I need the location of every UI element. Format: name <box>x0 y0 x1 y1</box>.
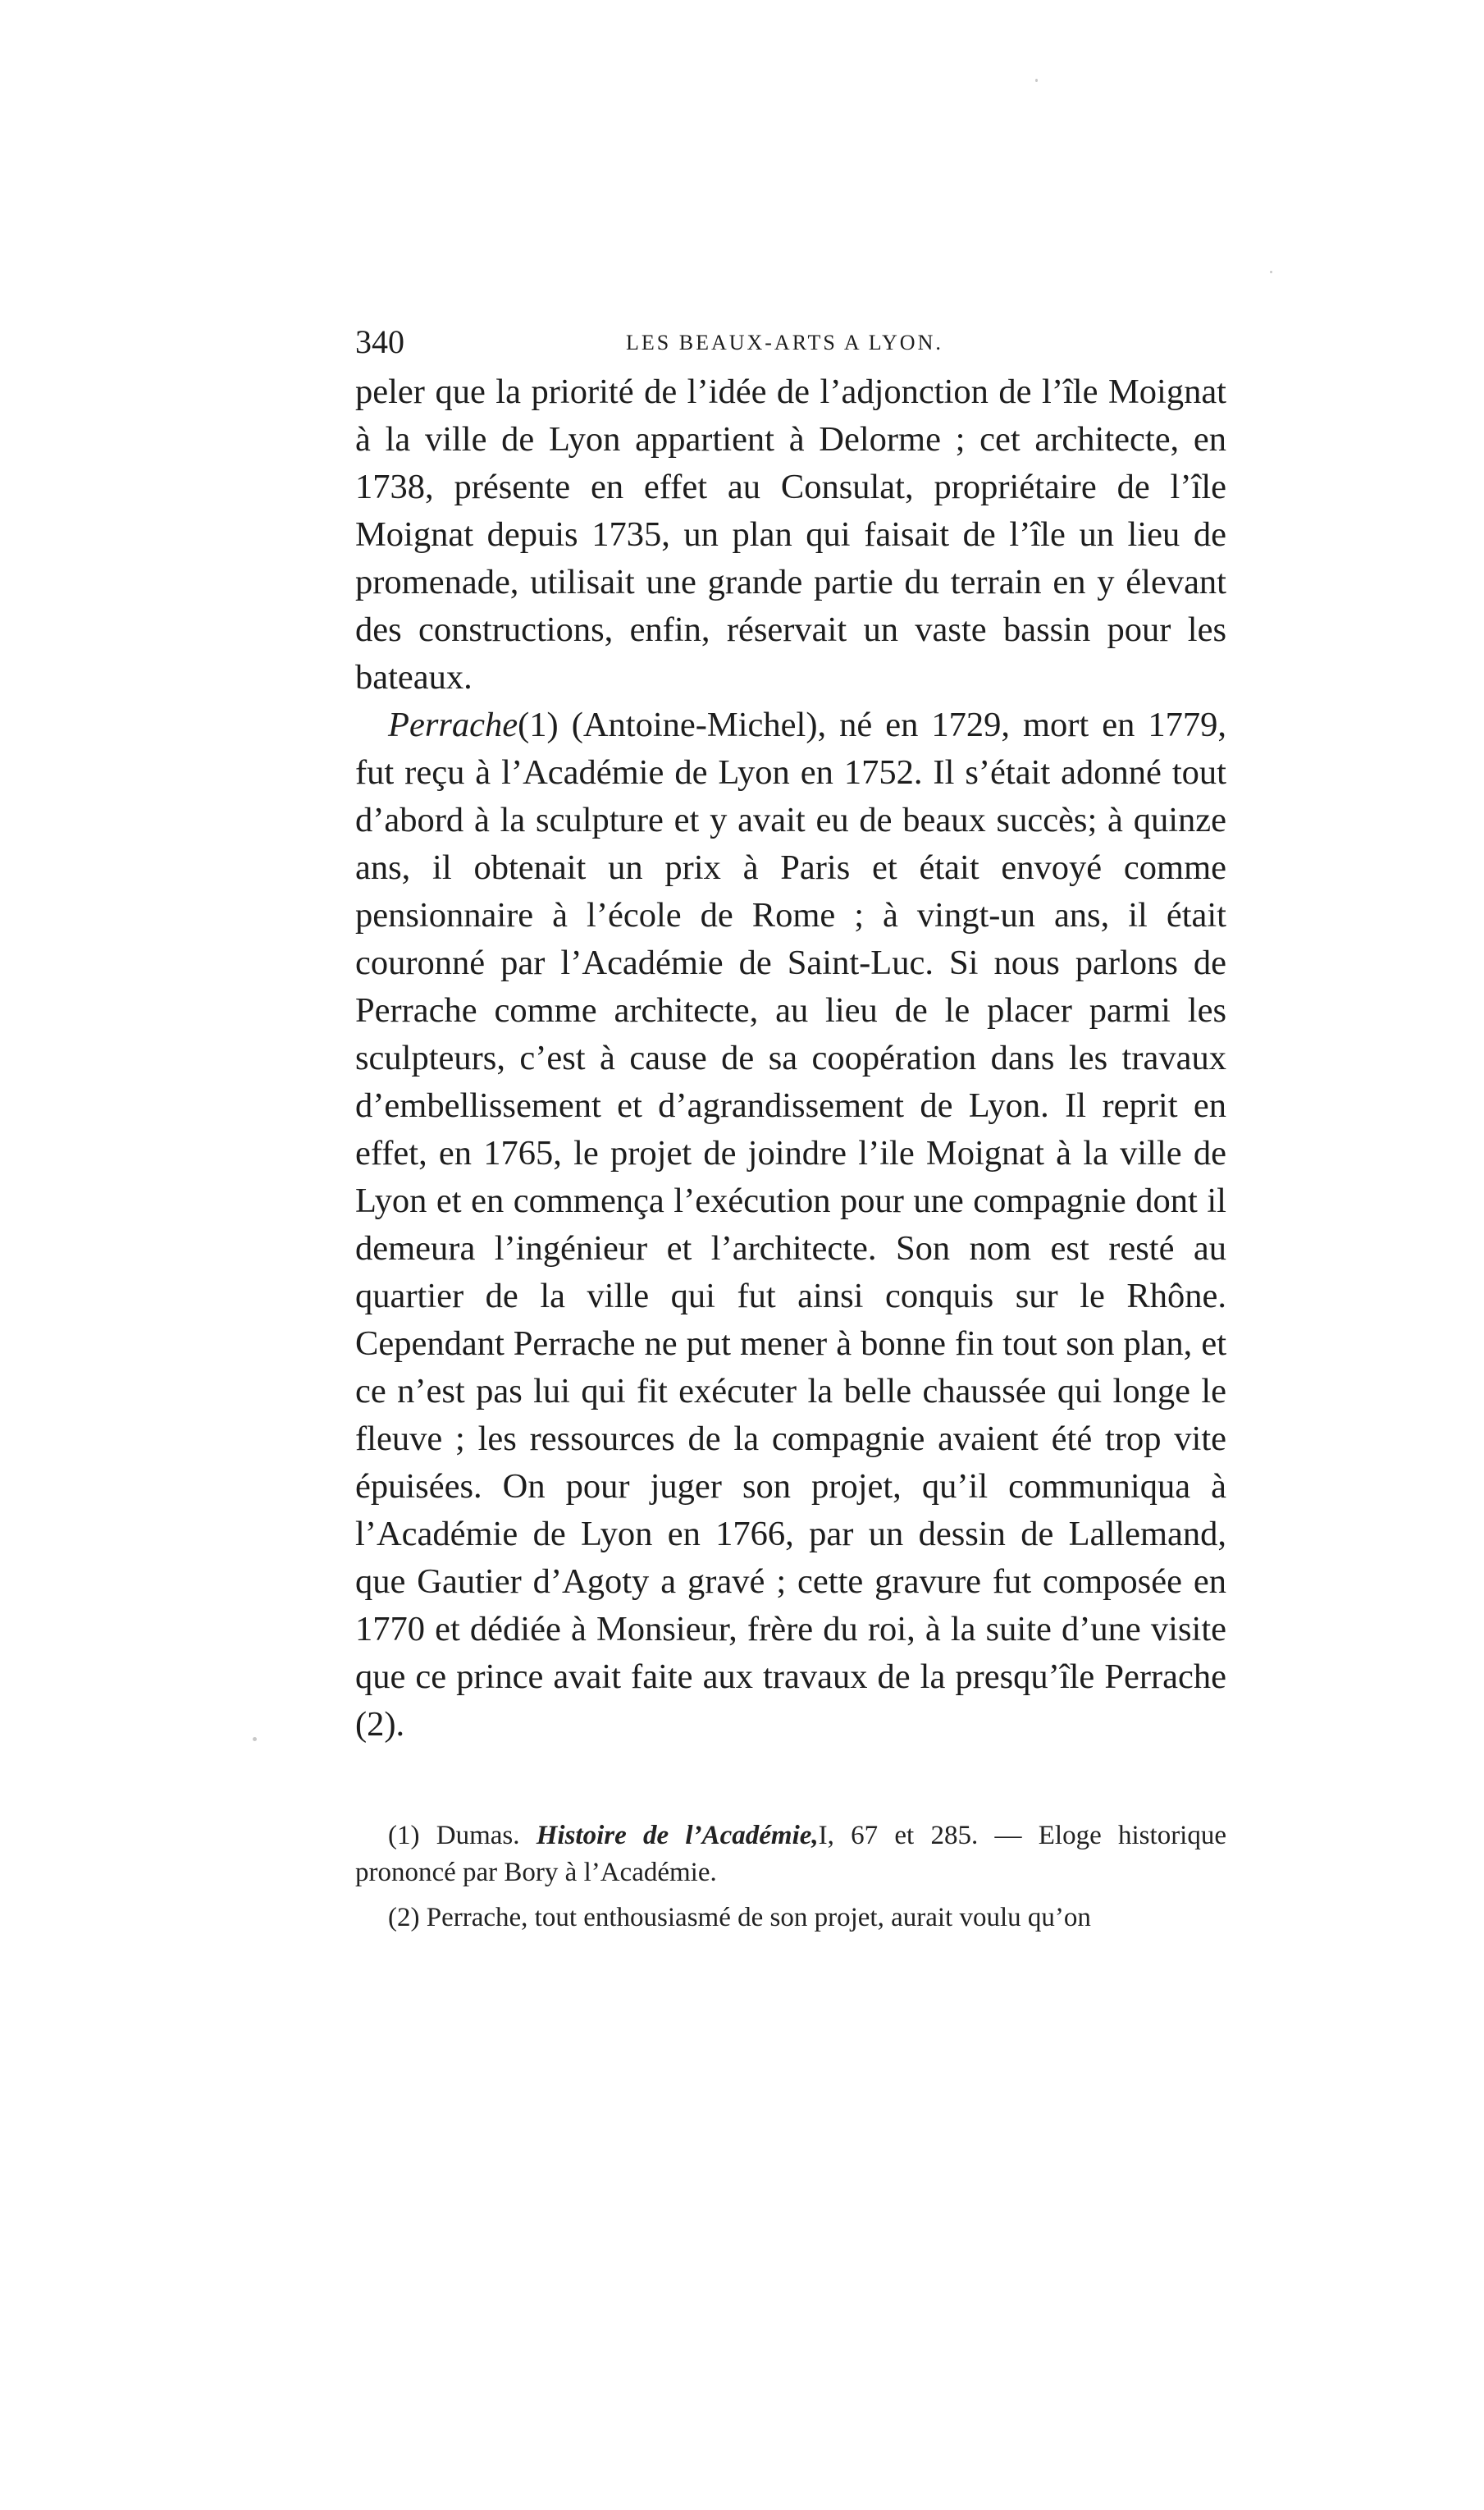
paragraph-continued: peler que la priorité de l’idée de l’adjonction de l’île Moignat à la ville de Lyon appartient à Delorme ; cet architecte, en 1738, présente en effet au Consulat, propriétaire de l’île Moignat depuis 1735, un plan qui faisait de l’île un lieu de promenade, utilisait une grande partie du terrain en y élevant des constructions, enfin, réservait un vaste bassin pour les bateaux. <box>355 373 1226 697</box>
footnote-1-title: Histoire de l’Académie, <box>536 1821 819 1850</box>
page-header <box>355 322 1225 363</box>
body-text <box>355 368 1226 1749</box>
footnote-1-prefix: (1) Dumas. <box>388 1821 537 1850</box>
footnotes <box>355 1817 1226 1945</box>
page-number: 340 <box>355 323 404 360</box>
paragraph-text: (Antoine-Michel), né en 1729, mort en 1779, fut reçu à l’Académie de Lyon en 1752. Il s’était adonné tout d’abord à la sculpture et y avait eu de beaux succès; à quinze ans, il obtenait un prix à Paris et était envoyé comme pensionnaire à l’école de Rome ; à vingt-un ans, il était couronné par l’Académie de Saint-Luc. Si nous parlons de Perrache comme architecte, au lieu de le placer parmi les sculpteurs, c’est à cause de sa coopération dans les travaux d’embellissement et d’agrandissement de Lyon. Il reprit en effet, en 1765, le projet de joindre l’ile Moignat à la ville de Lyon et en commença l’exécution pour une compagnie dont il demeura l’ingénieur et l’architecte. Son nom est resté au quartier de la ville qui fut ainsi conquis sur le Rhône. Cependant Perrache ne put mener à bonne fin tout son plan, et ce n’est pas lui qui fit exécuter la belle chaussée qui longe le fleuve ; les ressources de la compagnie avaient été trop vite épuisées. On pour juger son projet, qu’il communiqua à l’Académie de Lyon en 1766, par un dessin de Lallemand, que Gautier d’Agoty a gravé ; cette gravure fut composée en 1770 et dédiée à Monsieur, frère du roi, à la suite d’une visite que ce prince avait faite aux travaux de la presqu’île Perrache (2). <box>355 706 1226 1744</box>
paragraph-perrache <box>355 702 1226 1749</box>
person-name: Perrache <box>388 706 518 744</box>
paper-speck <box>1270 271 1272 273</box>
footnote-ref: (1) <box>518 706 559 744</box>
paper-speck <box>253 1737 257 1741</box>
paper-speck <box>1035 79 1038 82</box>
footnote-2: (2) Perrache, tout enthousiasmé de son projet, aurait voulu qu’on <box>388 1903 1091 1932</box>
running-title: LES BEAUX-ARTS A LYON. <box>626 331 943 354</box>
footnote-1 <box>355 1817 1226 1891</box>
footnote-1-text: I, 67 et 285. — Eloge historique prononcé par Bory à l’Académie. <box>355 1821 1226 1887</box>
